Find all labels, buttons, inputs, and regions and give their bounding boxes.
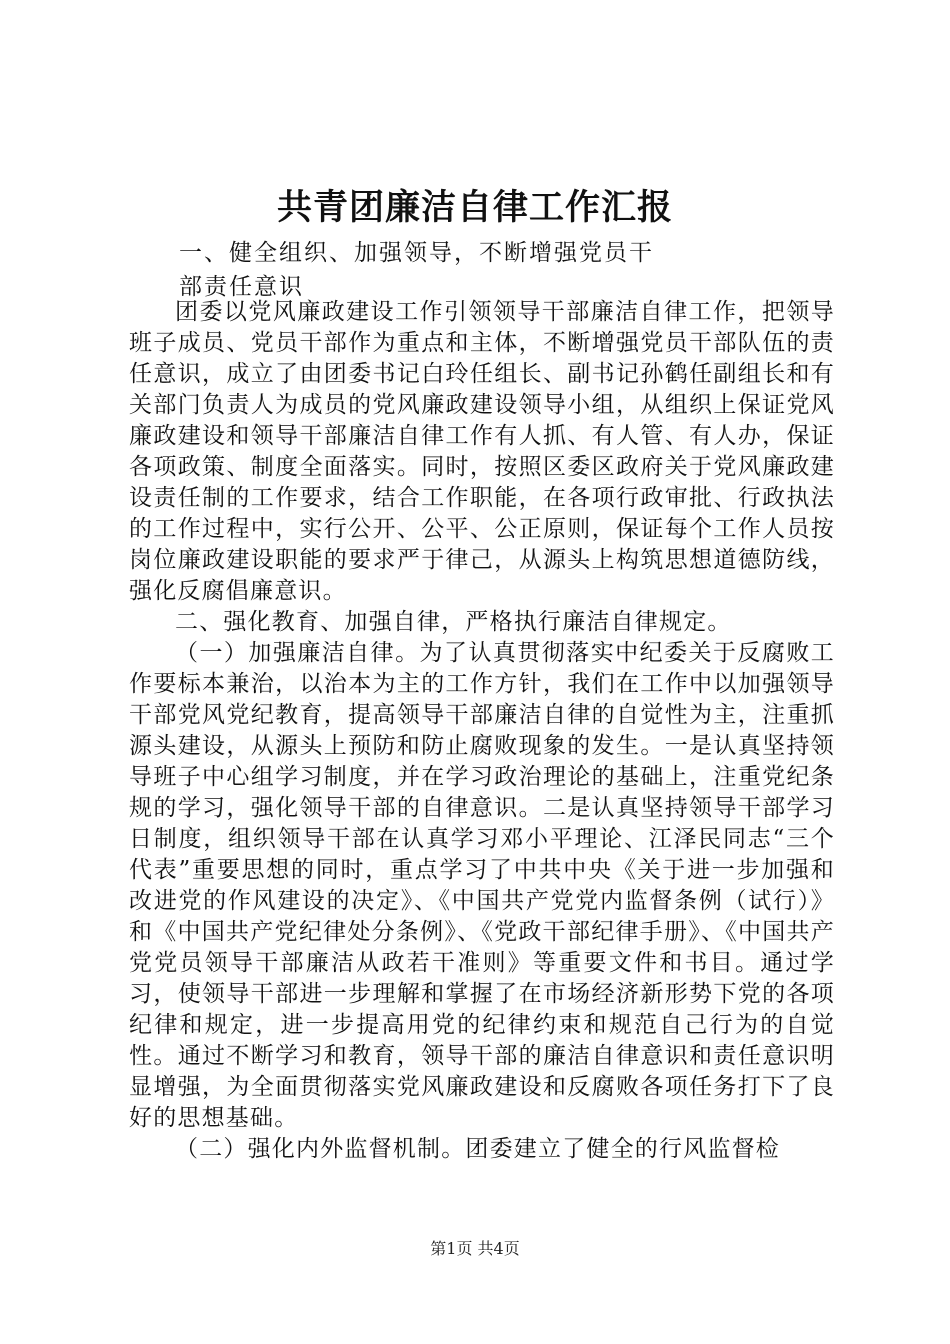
paragraph: 团委以党风廉政建设工作引领领导干部廉洁自律工作，把领导班子成员、党员干部作为重点和主体，不断增强党员干部队伍的责任意识，成立了由团委书记白玲任组长、副书记孙鹤任副组长和有关部门负责人为成员的党风廉政建设领导小组，从组织上保证党风廉政建设和领导干部廉洁自律工作有人抓、有人管、有人办，保证各项政策、制度全面落实。同时，按照区委区政府关于党风廉政建设责任制的工作要求，结合工作职能，在各项行政审批、行政执法的工作过程中，实行公开、公平、公正原则，保证每个工作人员按岗位廉政建设职能的要求严于律己，从源头上构筑思想道德防线，强化反腐倡廉意识。 [129,299,835,604]
section-heading-line-1: 一、健全组织、加强领导，不断增强党员干 [179,240,654,266]
paragraph: （一）加强廉洁自律。为了认真贯彻落实中纪委关于反腐败工作要标本兼治，以治本为主的工作方针，我们在工作中以加强领导干部党风党纪教育，提高领导干部廉洁自律的自觉性为主，注重抓源头建设，从源头上预防和防止腐败现象的发生。一是认真坚持领导班子中心组学习制度，并在学习政治理论的基础上，注重党纪条规的学习，强化领导干部的自律意识。二是认真坚持领导干部学习日制度，组织领导干部在认真学习邓小平理论、江泽民同志“三个代表”重要思想的同时，重点学习了中共中央《关于进一步加强和改进党的作风建设的决定》、《中国共产党党内监督条例（试行）》和《中国共产党纪律处分条例》、《党政干部纪律手册》、《中国共产党党员领导干部廉洁从政若干准则》等重要文件和书目。通过学习，使领导干部进一步理解和掌握了在市场经济新形势下党的各项纪律和规定，进一步提高用党的纪律约束和规范自己行为的自觉性。通过不断学习和教育，领导干部的廉洁自律意识和责任意识明显增强，为全面贯彻落实党风廉政建设和反腐败各项任务打下了良好的思想基础。 [129,640,835,1131]
paragraph: （二）强化内外监督机制。团委建立了健全的行风监督检 [175,1136,780,1162]
section-heading [179,236,699,304]
page-footer: 第1页 共4页 [430,1239,520,1258]
document-body [129,297,835,1165]
document-title: 共青团廉洁自律工作汇报 [276,187,673,228]
section-heading-line-2: 部责任意识 [179,274,304,300]
paragraph: 二、强化教育、加强自律，严格执行廉洁自律规定。 [175,609,732,635]
